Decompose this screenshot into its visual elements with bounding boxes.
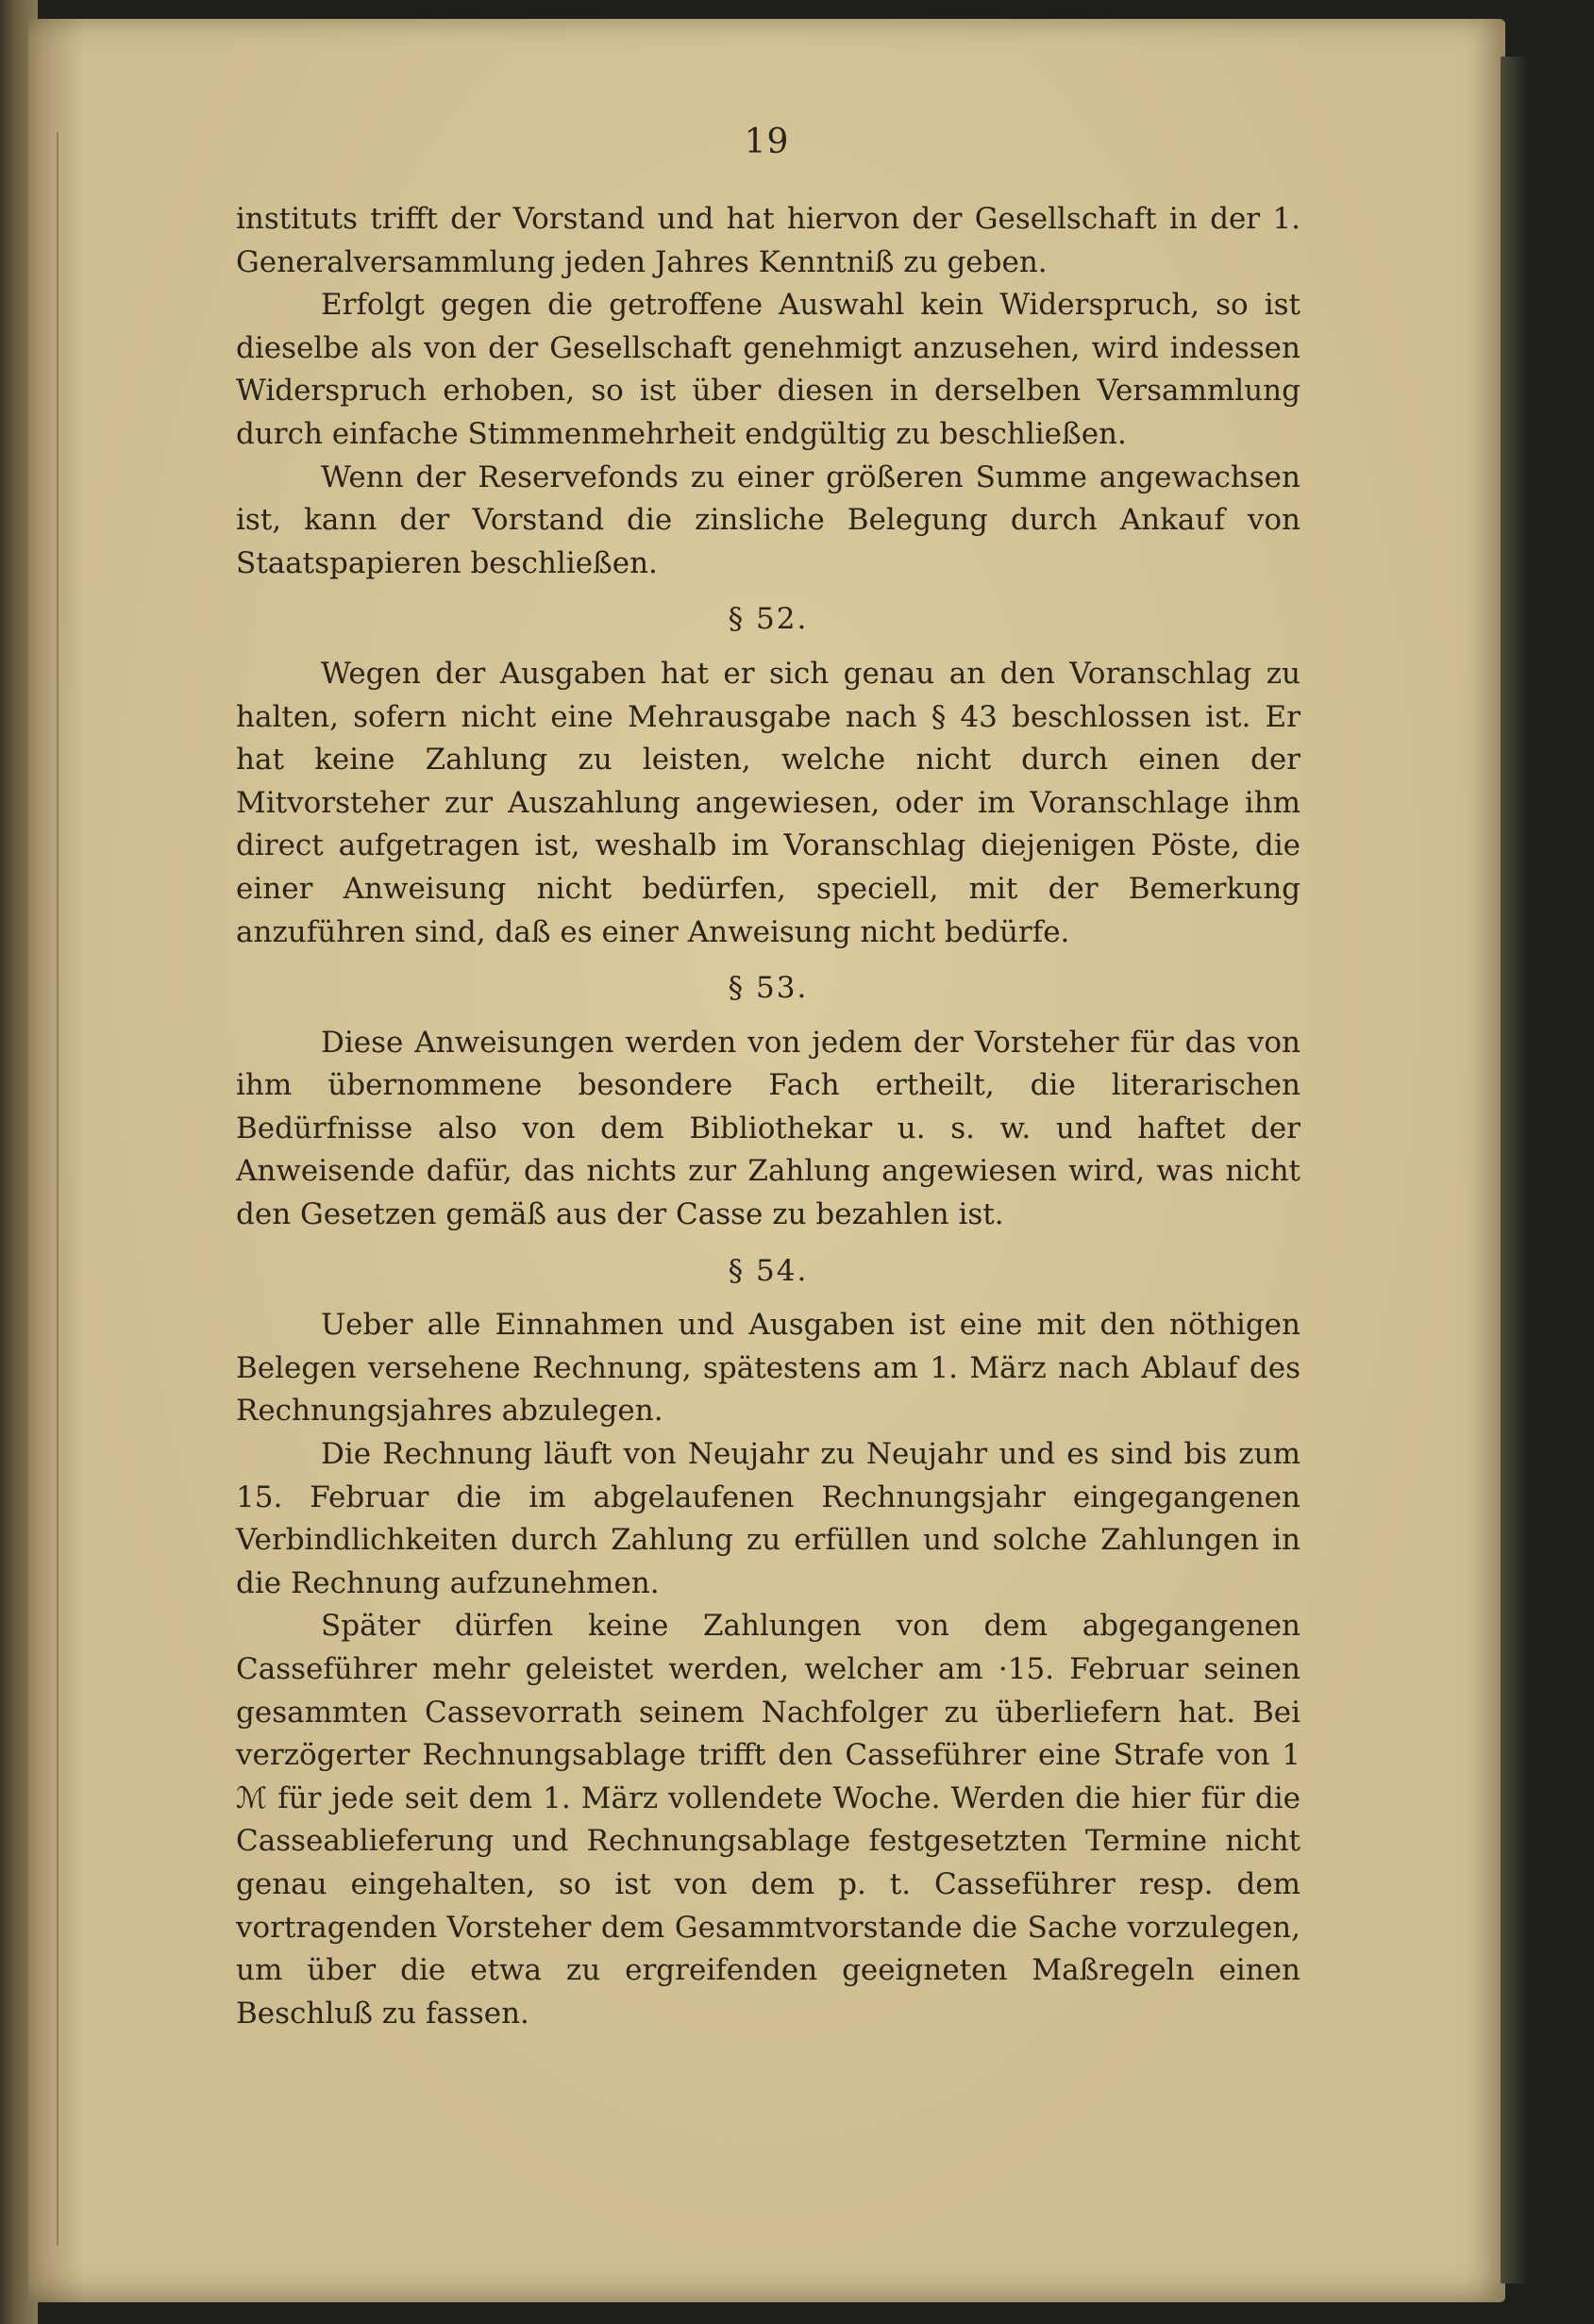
- section-54-paragraph-3: Später dürfen keine Zahlungen von dem abgegangenen Casseführer mehr geleistet werden, welcher am ·15. Februar seinen gesammten Cassevorrath seinem Nachfolger zu überliefern hat. Bei verzögerter Rechnungsablage trifft den Casseführer eine Strafe von 1 ℳ für jede seit dem 1. März vollendete Woche. Werden die hier für die Casseablieferung und Rechnungsablage festgesetzten Termine nicht genau eingehalten, so ist von dem p. t. Casseführer resp. dem vortragenden Vorsteher dem Gesammtvorstande die Sache vorzulegen, um über die etwa zu ergreifenden geeigneten Maßregeln einen Beschluß zu fassen.: [236, 1609, 1300, 2031]
- paragraph-intro-2: Erfolgt gegen die getroffene Auswahl kein Widerspruch, so ist dieselbe als von der Gesellschaft genehmigt anzusehen, wird indessen Widerspruch erhoben, so ist über diesen in derselben Versammlung durch einfache Stimmenmehrheit endgültig zu beschließen.: [236, 288, 1300, 451]
- section-heading-53: § 53.: [728, 971, 809, 1006]
- paragraph-intro-3: Wenn der Reservefonds zu einer größeren Summe angewachsen ist, kann der Vorstand die zinsliche Belegung durch Ankauf von Staatspapieren beschließen.: [236, 460, 1300, 580]
- paragraph-intro-1: instituts trifft der Vorstand und hat hiervon der Gesellschaft in der 1. Generalversammlung jeden Jahres Kenntniß zu geben.: [236, 202, 1300, 279]
- book-cover-edge: [1501, 57, 1529, 2283]
- section-heading-54: § 54.: [728, 1253, 809, 1288]
- section-53-paragraph-1: Diese Anweisungen werden von jedem der Vorsteher für das von ihm übernommene besondere Fach ertheilt, die literarischen Bedürfnisse also von dem Bibliothekar u. s. w. und haftet der Anweisende dafür, das nichts zur Zahlung angewiesen wird, was nicht den Gesetzen gemäß aus der Casse zu bezahlen ist.: [236, 1025, 1300, 1232]
- section-54-paragraph-2: Die Rechnung läuft von Neujahr zu Neujahr und es sind bis zum 15. Februar die im abgelaufenen Rechnungsjahr eingegangenen Verbindlichkeiten durch Zahlung zu erfüllen und solche Zahlungen in die Rechnung aufzunehmen.: [236, 1437, 1300, 1600]
- section-54-paragraph-1: Ueber alle Einnahmen und Ausgaben ist eine mit den nöthigen Belegen versehene Rechnung, spätestens am 1. März nach Ablauf des Rechnungsjahres abzulegen.: [236, 1308, 1300, 1429]
- gutter-line: [57, 132, 59, 2246]
- section-52-paragraph-1: Wegen der Ausgaben hat er sich genau an den Voranschlag zu halten, sofern nicht eine Mehrausgabe nach § 43 beschlossen ist. Er hat keine Zahlung zu leisten, welche nicht durch einen der Mitvorsteher zur Auszahlung angewiesen, oder im Voranschlage ihm direct aufgetragen ist, weshalb im Voranschlag diejenigen Pöste, die einer Anweisung nicht bedürfen, speciell, mit der Bemerkung anzuführen sind, daß es einer Anweisung nicht bedürfe.: [236, 656, 1300, 949]
- page-text: [236, 198, 1300, 2035]
- page-number: 19: [744, 123, 790, 161]
- section-heading-52: § 52.: [728, 602, 809, 637]
